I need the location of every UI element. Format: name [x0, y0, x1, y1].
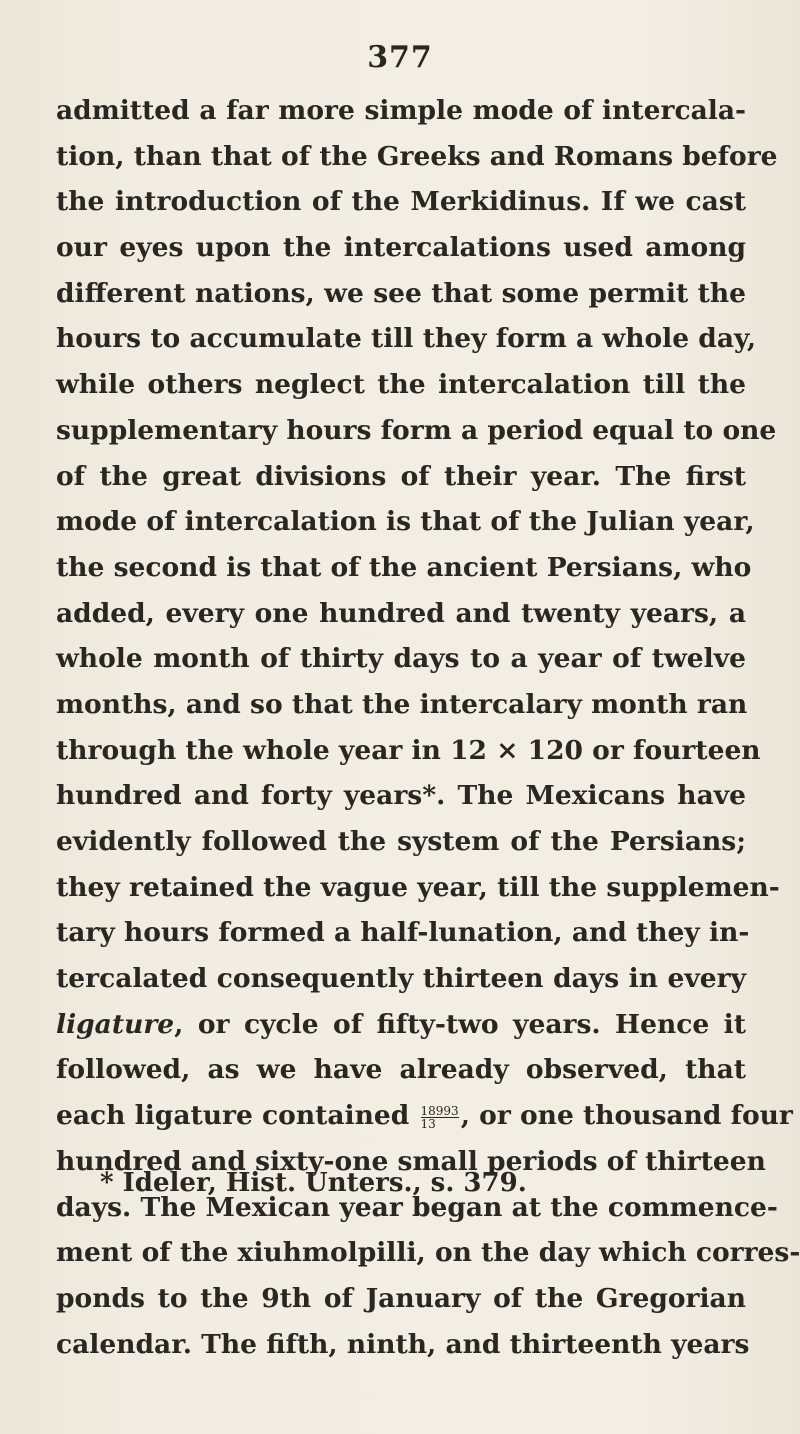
text-line: through the whole year in 12 × 120 or fourteen	[56, 734, 761, 766]
text-line: months, and so that the intercalary month ran	[56, 688, 748, 720]
text-line: the introduction of the Merkidinus. If we cast	[56, 186, 746, 218]
text-line: added, every one hundred and twenty years, a	[56, 597, 746, 629]
text-line: ment of the xiuhmolpilli, on the day which corres-	[56, 1237, 800, 1269]
text-line	[56, 1002, 746, 1048]
text-line: hundred and forty years*. The Mexicans have	[56, 780, 746, 812]
text-line: tercalated consequently thirteen days in every	[56, 963, 746, 995]
text-line: evidently followed the system of the Persians;	[56, 826, 746, 857]
text-line: hundred and sixty-one small periods of thirteen	[56, 1145, 766, 1177]
fraction-numerator: 18993	[420, 1103, 459, 1118]
text-line: hours to accumulate till they form a whole day,	[56, 323, 757, 355]
text-line: calendar. The fifth, ninth, and thirteenth years	[56, 1328, 750, 1360]
text-line: whole month of thirty days to a year of twelve	[56, 643, 746, 675]
text-line: tion, than that of the Greeks and Romans before	[56, 140, 778, 172]
text-line: days. The Mexican year began at the commence-	[56, 1191, 778, 1223]
text-line: tary hours formed a half-lunation, and they in-	[56, 917, 750, 949]
text-line: of the great divisions of their year. The first	[56, 460, 746, 492]
text-line: they retained the vague year, till the supplemen-	[56, 871, 780, 903]
text-segment: , or cycle of fifty-two years. Hence it	[174, 1008, 746, 1040]
text-line: different nations, we see that some permit the	[56, 277, 746, 309]
text-segment: , or one thousand four	[460, 1100, 793, 1132]
italic-term: ligature	[56, 1008, 175, 1040]
page-number: 377	[367, 40, 433, 75]
fraction-denominator: 13	[421, 1117, 459, 1130]
fraction	[421, 1105, 459, 1130]
text-line: admitted a far more simple mode of intercala-	[56, 95, 746, 126]
footnote: * Ideler, Hist. Unters., s. 379.	[100, 1168, 527, 1198]
text-line: followed, as we have already observed, that	[56, 1054, 746, 1086]
text-line: while others neglect the intercalation till the	[56, 369, 746, 401]
text-line: supplementary hours form a period equal to one	[56, 414, 777, 446]
text-line: ponds to the 9th of January of the Gregorian	[56, 1282, 746, 1314]
text-line	[56, 1093, 793, 1139]
text-segment: each ligature contained	[56, 1100, 419, 1132]
text-line: the second is that of the ancient Persians, who	[56, 551, 752, 583]
text-line: our eyes upon the intercalations used among	[56, 232, 746, 264]
text-line: mode of intercalation is that of the Julian year,	[56, 506, 755, 538]
